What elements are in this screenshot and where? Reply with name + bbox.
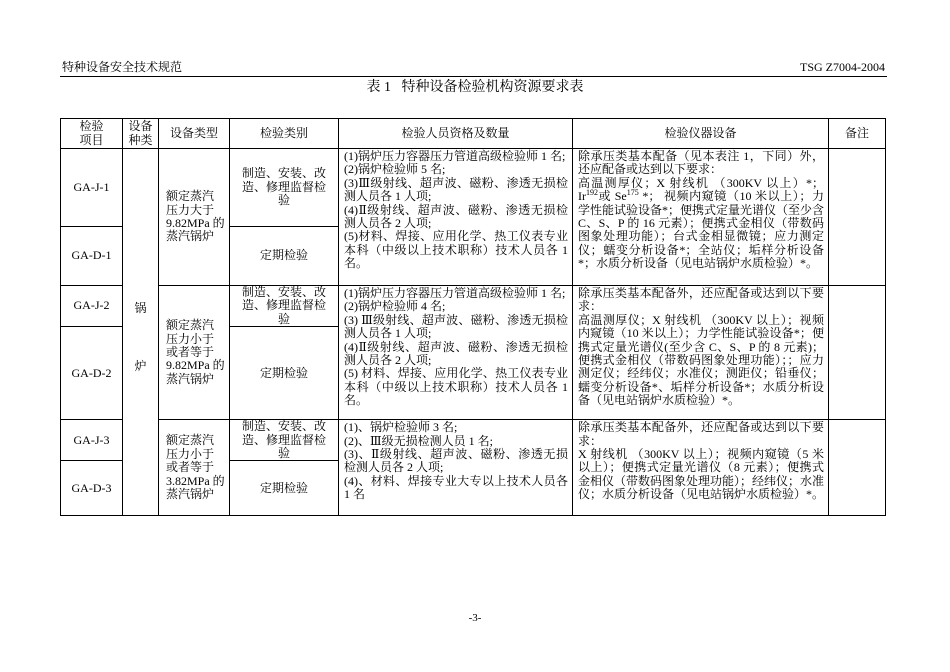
instrument-requirements-cell bbox=[573, 149, 829, 286]
resource-requirements-table bbox=[60, 118, 886, 516]
personnel-requirement-item: (1)、锅炉检验师 3 名; bbox=[344, 420, 458, 435]
inspection-category-cell: 制造、安装、改造、修理监督检验 bbox=[230, 286, 339, 327]
inspection-item-code: GA-J-3 bbox=[61, 420, 123, 461]
table-row bbox=[61, 149, 886, 227]
header-inspection-category: 检验类别 bbox=[230, 119, 339, 149]
header-equipment-kind-label: 设备种类 bbox=[128, 119, 153, 147]
table-title: 表 1 特种设备检验机构资源要求表 bbox=[366, 80, 584, 95]
inspection-item-code: GA-J-2 bbox=[61, 286, 123, 327]
isotope-mass-number: 175 bbox=[626, 188, 639, 198]
remarks-cell bbox=[829, 149, 886, 286]
remarks-cell bbox=[829, 420, 886, 516]
inspection-item-code: GA-D-1 bbox=[61, 227, 123, 286]
personnel-requirement-item: (5)材料、焊接、应用化学、热工仪表专业本科（中级以上技术职称）技术人员各 1 名。 bbox=[344, 229, 568, 271]
remarks-cell bbox=[829, 286, 886, 420]
personnel-requirements-cell bbox=[339, 420, 573, 516]
inspection-item-code: GA-D-2 bbox=[61, 327, 123, 420]
personnel-requirement-item: (3) Ⅲ级射线、超声波、磁粉、渗透无损检测人员各 1 人项; bbox=[344, 312, 568, 341]
inspection-category-cell: 制造、安装、改造、修理监督检验 bbox=[230, 420, 339, 461]
instrument-requirement-list bbox=[578, 177, 824, 271]
standard-code: TSG Z7004-2004 bbox=[800, 60, 885, 74]
personnel-requirement-item: (1)锅炉压力容器压力管道高级检验师 1 名; bbox=[344, 149, 566, 163]
inspection-item-code: GA-D-3 bbox=[61, 461, 123, 516]
inspection-category-cell: 定期检验 bbox=[230, 227, 339, 286]
isotope-mass-number: 192 bbox=[586, 188, 598, 198]
personnel-requirement-item: (4)Ⅱ级射线、超声波、磁粉、渗透无损检测人员各 2 人项; bbox=[344, 202, 568, 231]
personnel-requirement-item: (3)Ⅲ级射线、超声波、磁粉、渗透无损检测人员各 1 人项; bbox=[344, 175, 568, 204]
personnel-requirement-item: (5) 材料、焊接、应用化学、热工仪表专业本科（中级以上技术职称）技术人员各 1 名。 bbox=[344, 366, 568, 408]
inspection-item-code: GA-J-1 bbox=[61, 149, 123, 227]
personnel-requirement-item: (1)锅炉压力容器压力管道高级检验师 1 名; bbox=[344, 286, 566, 300]
instrument-requirement-list: 高温测厚仪；X 射线机 （300KV 以上）；视频内窥镜（10 米以上）；力学性能试验设备*；便携式定量光谱仪(至少含 C、S、P 的 8 元素)；便携式金相仪（带数码图象处理功能）；；应力测定仪；经纬仪；水准仪；测距仪；铅垂仪；蠕变分析设备*、垢样分析设备*；水质分析设备（见电站锅炉水质检验）*。 bbox=[578, 312, 824, 408]
header-personnel: 检验人员资格及数量 bbox=[339, 119, 573, 149]
instrument-list-text: *； 视频内窥镜（10 米以上）；力学性能试验设备*；便携式定量光谱仪（至少含 C、S、P 的 16 元素）；便携式金相仪（带数码图象处理功能）；台式金相显微镜；应力测定仪；蠕变分析设备*；全站仪；垢样分析设备*；水质分析设备（见电站锅炉水质检验）*。 bbox=[578, 189, 825, 271]
personnel-requirement-item: (4)、材料、焊接专业大专以上技术人员各 1 名 bbox=[344, 473, 568, 502]
instrument-list-text: 高温测厚仪；X 射线机 （300KV 以上）*；Ir bbox=[578, 175, 824, 204]
standard-series-name: 特种设备安全技术规范 bbox=[62, 60, 183, 74]
equipment-kind-label: 锅炉 bbox=[134, 300, 147, 373]
page-number: -3- bbox=[468, 612, 482, 624]
personnel-requirements-cell bbox=[339, 286, 573, 420]
device-type-cell: 额定蒸汽 压力小于 或者等于 9.82MPa 的 蒸汽锅炉 bbox=[159, 286, 230, 420]
instrument-requirement-intro: 除承压类基本配备外，还应配备或达到以下要求： bbox=[578, 286, 824, 314]
inspection-category-cell: 定期检验 bbox=[230, 327, 339, 420]
instrument-requirement-intro: 除承压类基本配备外，还应配备或达到以下要求： bbox=[578, 420, 824, 448]
header-inspection-item-label: 检验项目 bbox=[79, 119, 104, 147]
instrument-list-text: 或 Se bbox=[598, 189, 627, 204]
personnel-requirement-item: (4)Ⅱ级射线、超声波、磁粉、渗透无损检测人员各 2 人项; bbox=[344, 339, 568, 368]
device-type-cell: 额定蒸汽 压力小于 或者等于 3.82MPa 的 蒸汽锅炉 bbox=[159, 420, 230, 516]
personnel-requirement-item: (3)、Ⅱ级射线、超声波、磁粉、渗透无损检测人员各 2 人项; bbox=[344, 447, 568, 475]
header-device-type: 设备类型 bbox=[159, 119, 230, 149]
instrument-requirement-list: X 射线机 （300KV 以上）；视频内窥镜（5 米以上）；便携式定量光谱仪（8 元素）；便携式金相仪（带数码图象处理功能）；经纬仪；水准仪；水质分析设备（见电站锅炉水质检验）*。 bbox=[578, 447, 825, 502]
instrument-requirements-cell bbox=[573, 420, 829, 516]
header-remarks: 备注 bbox=[829, 119, 886, 149]
table-row bbox=[61, 286, 886, 327]
table-header-row bbox=[61, 119, 886, 149]
instrument-requirements-cell bbox=[573, 286, 829, 420]
inspection-category-cell: 制造、安装、改造、修理监督检验 bbox=[230, 149, 339, 227]
personnel-requirement-item: (2)锅炉检验师 5 名; bbox=[344, 162, 446, 177]
page-header bbox=[60, 58, 887, 77]
header-instruments: 检验仪器设备 bbox=[573, 119, 829, 149]
table-row bbox=[61, 420, 886, 461]
header-inspection-item bbox=[61, 119, 123, 149]
personnel-requirement-item: (2)、Ⅲ级无损检测人员 1 名; bbox=[344, 433, 493, 448]
instrument-requirement-intro: 除承压类基本配备（见本表注 1，下同）外，还应配备或达到以下要求： bbox=[578, 149, 824, 177]
inspection-category-cell: 定期检验 bbox=[230, 461, 339, 516]
equipment-kind-cell bbox=[123, 149, 159, 516]
personnel-requirement-item: (2)锅炉检验师 4 名; bbox=[344, 299, 446, 314]
header-equipment-kind bbox=[123, 119, 159, 149]
personnel-requirements-cell bbox=[339, 149, 573, 286]
device-type-cell: 额定蒸汽 压力大于 9.82MPa 的 蒸汽锅炉 bbox=[159, 149, 230, 286]
